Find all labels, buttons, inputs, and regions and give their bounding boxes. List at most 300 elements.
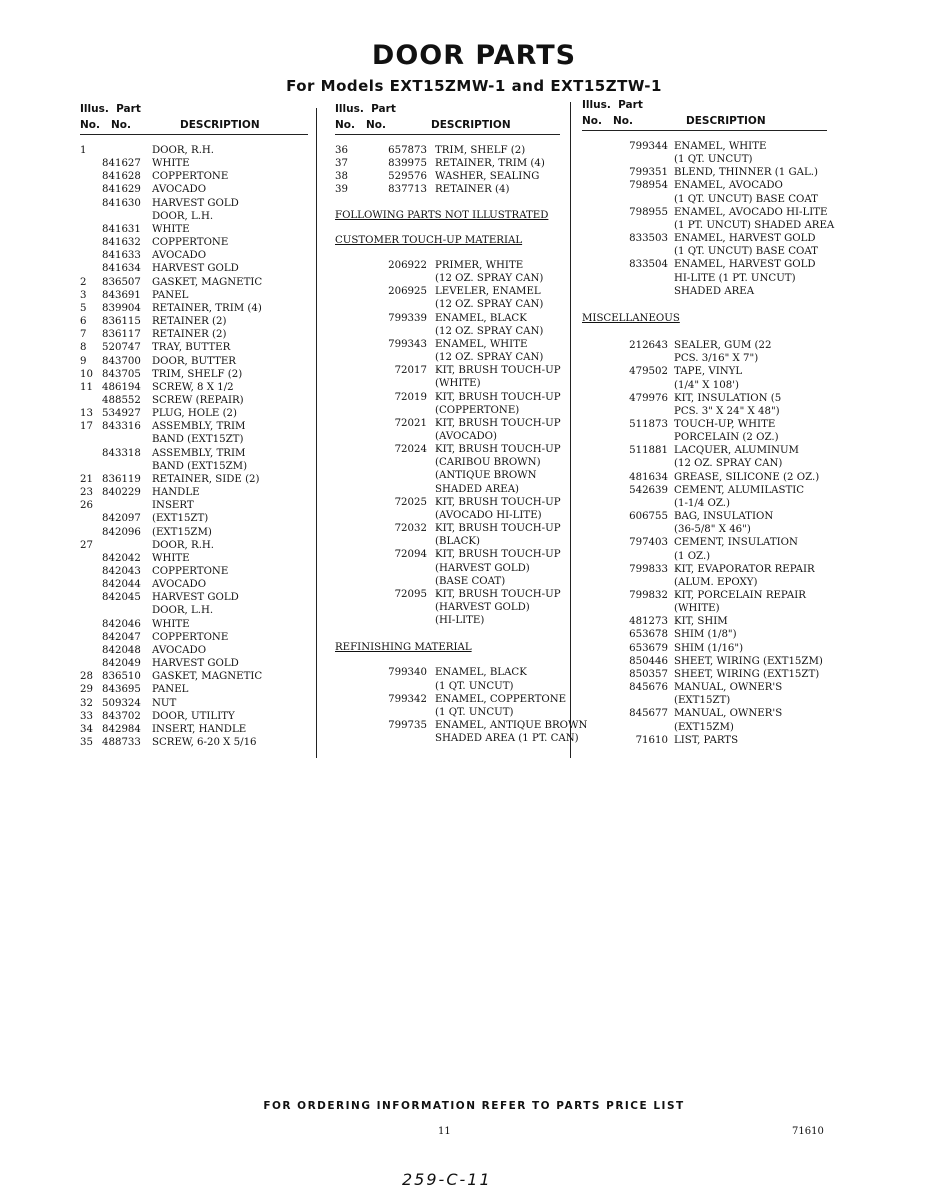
part-description: ENAMEL, ANTIQUE BROWN [435, 720, 588, 732]
column-divider-2 [570, 102, 571, 758]
illus-number [582, 272, 604, 285]
part-description: HARVEST GOLD [152, 197, 239, 209]
part-number [604, 497, 674, 510]
page-number: 11 [438, 1126, 451, 1137]
part-number [604, 523, 674, 536]
part-description: KIT, BRUSH TOUCH-UP [435, 391, 561, 403]
table-row [80, 683, 308, 696]
part-number [604, 457, 674, 470]
part-description: SHIM (1/8") [674, 629, 737, 641]
part-number: 798955 [629, 206, 668, 218]
part-number: 841633 [102, 250, 141, 262]
part-number: 206925 [388, 286, 427, 298]
part-description: WHITE [152, 223, 190, 235]
table-row [80, 618, 308, 631]
part-number: 842042 [102, 552, 141, 564]
table-row [582, 576, 827, 589]
table-row [582, 602, 827, 615]
part-number [363, 298, 435, 311]
illus-number [80, 197, 102, 210]
part-description: ENAMEL, AVOCADO HI-LITE [674, 206, 828, 218]
illus-number [335, 285, 363, 298]
part-number: 72032 [394, 523, 427, 535]
illus-number [80, 657, 102, 670]
part-number: 841634 [102, 263, 141, 275]
header-rule [582, 130, 827, 131]
part-description: (1 QT. UNCUT) BASE COAT [674, 246, 818, 258]
part-description: DOOR, R.H. [152, 145, 215, 156]
part-number: 850357 [629, 668, 668, 680]
part-description: (BLACK) [435, 536, 480, 548]
illus-number [582, 379, 604, 392]
header-description: DESCRIPTION [180, 119, 260, 131]
part-description: NUT [152, 697, 177, 709]
table-row [80, 262, 308, 275]
table-row [335, 680, 560, 693]
part-number: 653679 [629, 642, 668, 654]
illus-number: 27 [80, 539, 93, 551]
ordering-info-footer: FOR ORDERING INFORMATION REFER TO PARTS PRICE LIST [263, 1100, 685, 1112]
part-description: SHADED AREA) [435, 483, 520, 495]
header-description: DESCRIPTION [686, 115, 766, 127]
part-description: DOOR, UTILITY [152, 710, 235, 722]
part-number: 842984 [102, 723, 141, 735]
table-row [582, 628, 827, 641]
part-description: LACQUER, ALUMINUM [674, 445, 799, 457]
part-number: 843700 [102, 355, 141, 367]
illus-number [80, 526, 102, 539]
part-number: 833504 [629, 259, 668, 271]
illus-number: 34 [80, 723, 93, 735]
table-row [582, 272, 827, 285]
section-touchup: CUSTOMER TOUCH-UP MATERIAL [335, 234, 523, 246]
part-description: (1 OZ.) [674, 550, 711, 562]
part-number [102, 460, 152, 473]
part-number [363, 404, 435, 417]
table-row [335, 364, 560, 377]
illus-number [80, 578, 102, 591]
part-number: 799735 [388, 720, 427, 732]
illus-number: 38 [335, 171, 348, 183]
illus-number [582, 405, 604, 418]
part-description: (HI-LITE) [435, 615, 485, 627]
illus-number [80, 157, 102, 170]
table-row [582, 219, 835, 232]
table-row [335, 338, 560, 351]
part-description: ASSEMBLY, TRIM [152, 421, 246, 433]
part-number: 520747 [102, 342, 141, 354]
illus-number: 39 [335, 184, 348, 196]
part-number [604, 550, 674, 563]
part-description: PANEL [152, 684, 189, 696]
part-number: 529576 [388, 171, 427, 183]
table-row [335, 666, 560, 679]
illus-number [582, 642, 604, 655]
illus-number [582, 655, 604, 668]
part-description: KIT, BRUSH TOUCH-UP [435, 444, 561, 456]
illus-number [582, 166, 604, 179]
part-number: 72019 [394, 391, 427, 403]
part-number [363, 575, 435, 588]
table-row [582, 193, 827, 206]
part-description: INSERT [152, 500, 194, 512]
illus-number [80, 249, 102, 262]
illus-number [80, 565, 102, 578]
part-number: 799351 [629, 167, 668, 179]
table-row [582, 431, 827, 444]
illus-number [335, 391, 363, 404]
part-number [604, 405, 674, 418]
table-row [582, 140, 827, 153]
part-number [102, 499, 152, 512]
table-row [335, 183, 560, 196]
table-row [335, 404, 560, 417]
table-row [80, 183, 308, 196]
part-number: 72017 [394, 365, 427, 377]
part-description: CEMENT, ALUMILASTIC [674, 484, 805, 496]
table-row [335, 562, 560, 575]
table-row [582, 245, 827, 258]
illus-number [582, 602, 604, 615]
table-row [80, 394, 308, 407]
part-description: AVOCADO [152, 184, 207, 196]
part-description: BAG, INSULATION [674, 511, 774, 523]
table-row [582, 655, 827, 668]
table-row [582, 365, 827, 378]
table-row [582, 721, 827, 734]
part-number: 511873 [629, 418, 668, 430]
part-number: 71610 [635, 734, 668, 746]
part-description: INSERT, HANDLE [152, 723, 247, 735]
part-number [102, 210, 152, 223]
part-number: 843318 [102, 447, 141, 459]
part-description: KIT, BRUSH TOUCH-UP [435, 365, 561, 377]
part-description: KIT, BRUSH TOUCH-UP [435, 496, 561, 508]
table-row [335, 706, 560, 719]
part-description: WASHER, SEALING [435, 171, 540, 183]
illus-number [80, 460, 102, 473]
part-number [363, 680, 435, 693]
part-description: RETAINER (2) [152, 316, 227, 328]
table-row [335, 575, 560, 588]
illus-number [335, 351, 363, 364]
part-description: PANEL [152, 289, 189, 301]
part-description: (BASE COAT) [435, 575, 506, 587]
table-row [582, 258, 827, 271]
table-row [80, 644, 308, 657]
part-number: 509324 [102, 697, 141, 709]
illus-number: 21 [80, 473, 93, 485]
part-description: ENAMEL, BLACK [435, 312, 527, 324]
part-description: (EXT15ZM) [674, 721, 734, 733]
illus-number [582, 258, 604, 271]
illus-number [335, 443, 363, 456]
illus-number [80, 394, 102, 407]
part-description: GASKET, MAGNETIC [152, 671, 263, 683]
part-number [604, 431, 674, 444]
part-description: TOUCH-UP, WHITE [674, 418, 776, 430]
header-description: DESCRIPTION [431, 119, 511, 131]
table-row [335, 170, 560, 183]
table-row [582, 681, 827, 694]
illus-number: 1 [80, 145, 87, 156]
illus-number [582, 576, 604, 589]
part-description: GASKET, MAGNETIC [152, 276, 263, 288]
table-row [80, 197, 308, 210]
part-number: 841627 [102, 158, 141, 170]
illus-number [582, 694, 604, 707]
part-description: SHEET, WIRING (EXT15ZT) [674, 668, 820, 680]
table-row [582, 615, 827, 628]
table-row [335, 509, 560, 522]
illus-number [335, 338, 363, 351]
part-number: 833503 [629, 233, 668, 245]
illus-number [335, 430, 363, 443]
column-header [80, 100, 308, 136]
table-row [335, 601, 560, 614]
table-row [335, 614, 560, 627]
table-row [80, 723, 308, 736]
part-description: AVOCADO [152, 579, 207, 591]
part-description: (1/4" X 108') [674, 379, 740, 391]
part-number [363, 351, 435, 364]
part-description: DOOR, L.H. [152, 605, 214, 617]
illus-number [335, 509, 363, 522]
part-description: MANUAL, OWNER'S [674, 708, 783, 720]
part-description: (1 QT. UNCUT) [674, 154, 753, 166]
table-row [80, 276, 308, 289]
illus-number: 11 [80, 381, 93, 393]
section-not-illustrated: FOLLOWING PARTS NOT ILLUSTRATED [335, 209, 549, 221]
part-description: HARVEST GOLD [152, 592, 239, 604]
table-row [80, 697, 308, 710]
illus-number: 37 [335, 158, 348, 170]
part-description: DOOR, L.H. [152, 210, 214, 222]
section-refinishing: REFINISHING MATERIAL [335, 642, 472, 654]
table-row [582, 523, 827, 536]
table-row [582, 352, 827, 365]
table-row [335, 469, 560, 482]
illus-number [335, 575, 363, 588]
part-number: 479502 [629, 366, 668, 378]
part-number: 72094 [394, 549, 427, 561]
part-description: DOOR, R.H. [152, 539, 215, 551]
part-number [604, 379, 674, 392]
part-description: (COPPERTONE) [435, 404, 520, 416]
part-description: PLUG, HOLE (2) [152, 408, 238, 420]
part-number [604, 352, 674, 365]
part-number: 72021 [394, 417, 427, 429]
table-row [80, 236, 308, 249]
part-description: WHITE [152, 158, 190, 170]
part-description: COPPERTONE [152, 171, 229, 183]
table-row [80, 657, 308, 670]
table-row [80, 249, 308, 262]
part-description: KIT, BRUSH TOUCH-UP [435, 549, 561, 561]
part-description: KIT, SHIM [674, 616, 728, 628]
table-row [80, 565, 308, 578]
table-row [335, 522, 560, 535]
parts-list [335, 144, 588, 745]
illus-number [80, 183, 102, 196]
part-number: 481273 [629, 616, 668, 628]
illus-number [582, 497, 604, 510]
illus-number [582, 484, 604, 497]
table-row [80, 670, 308, 683]
illus-number [80, 262, 102, 275]
illus-number [582, 523, 604, 536]
part-number: 845676 [629, 682, 668, 694]
part-number: 836117 [102, 329, 141, 341]
part-description: WHITE [152, 552, 190, 564]
illus-number [335, 522, 363, 535]
table-row [582, 497, 827, 510]
illus-number [582, 536, 604, 549]
part-description: SCREW, 6-20 X 5/16 [152, 737, 257, 749]
parts-list [80, 144, 308, 749]
table-row [582, 285, 827, 298]
illus-number [582, 365, 604, 378]
part-number: 657873 [388, 145, 427, 156]
part-description: (WHITE) [435, 378, 481, 390]
header-rule [80, 134, 308, 135]
part-description: AVOCADO [152, 644, 207, 656]
part-number: 799339 [388, 312, 427, 324]
illus-number [582, 628, 604, 641]
part-number: 842044 [102, 579, 141, 591]
part-number [363, 601, 435, 614]
part-description: LEVELER, ENAMEL [435, 286, 541, 298]
part-description: SHIM (1/16") [674, 642, 744, 654]
table-row [80, 368, 308, 381]
page-subtitle: For Models EXT15ZMW-1 and EXT15ZTW-1 [286, 77, 662, 95]
part-number [604, 193, 674, 206]
illus-number: 33 [80, 710, 93, 722]
part-number [363, 456, 435, 469]
illus-number [582, 457, 604, 470]
document-number: 71610 [792, 1126, 824, 1137]
part-description: RETAINER, TRIM (4) [435, 158, 545, 170]
illus-number [335, 535, 363, 548]
part-number: 843695 [102, 684, 141, 696]
part-number: 839904 [102, 302, 141, 314]
illus-number [582, 179, 604, 192]
part-description: PCS. 3" X 24" X 48") [674, 405, 780, 417]
illus-number [582, 245, 604, 258]
illus-number: 9 [80, 355, 87, 367]
part-description: PCS. 3/16" X 7") [674, 353, 759, 365]
table-row [335, 693, 567, 706]
table-row [80, 341, 308, 354]
part-description: (12 OZ. SPRAY CAN) [674, 458, 783, 470]
part-description: KIT, INSULATION (5 [674, 392, 782, 404]
part-description: (36-5/8" X 46") [674, 524, 751, 536]
illus-number [582, 707, 604, 720]
part-description: (WHITE) [674, 603, 720, 615]
illus-number [80, 604, 102, 617]
part-description: HARVEST GOLD [152, 263, 239, 275]
part-description: KIT, BRUSH TOUCH-UP [435, 588, 561, 600]
illus-number: 5 [80, 302, 87, 314]
table-row [80, 526, 308, 539]
part-number: 842046 [102, 618, 141, 630]
part-number: 488733 [102, 737, 141, 749]
illus-number [80, 552, 102, 565]
part-description: BAND (EXT15ZT) [152, 434, 244, 446]
part-description: (1 QT. UNCUT) [435, 680, 514, 692]
illus-number [582, 392, 604, 405]
part-description: (12 OZ. SPRAY CAN) [435, 299, 544, 311]
part-description: (ANTIQUE BROWN [435, 470, 537, 482]
part-description: (1-1/4 OZ.) [674, 497, 730, 509]
parts-column-3 [582, 96, 835, 747]
illus-number: 17 [80, 421, 93, 433]
part-number: 841630 [102, 197, 141, 209]
illus-number [80, 236, 102, 249]
table-row [80, 157, 308, 170]
part-number: 481634 [629, 471, 668, 483]
part-description: SHADED AREA [674, 285, 755, 297]
table-row [582, 484, 827, 497]
part-description: HI-LITE (1 PT. UNCUT) [674, 272, 796, 284]
part-description: (AVOCADO) [435, 430, 497, 442]
handwritten-note: 259-C-11 [402, 1170, 492, 1189]
part-number: 836115 [102, 316, 141, 328]
table-row [335, 259, 560, 272]
table-row [335, 144, 560, 157]
part-number: 841628 [102, 171, 141, 183]
part-number [102, 604, 152, 617]
table-row [335, 285, 560, 298]
part-number: 842049 [102, 658, 141, 670]
part-number [604, 285, 674, 298]
part-number [604, 694, 674, 707]
table-row [582, 510, 827, 523]
part-description: (HARVEST GOLD) [435, 562, 530, 574]
table-row [582, 550, 827, 563]
part-number: 840229 [102, 487, 141, 499]
illus-number [582, 615, 604, 628]
part-description: MANUAL, OWNER'S [674, 682, 783, 694]
table-row [80, 328, 308, 341]
part-description: (ALUM. EPOXY) [674, 576, 758, 588]
table-row [80, 144, 308, 157]
illus-number: 10 [80, 368, 93, 380]
illus-number: 28 [80, 671, 93, 683]
illus-number [335, 562, 363, 575]
illus-number [582, 589, 604, 602]
illus-number: 3 [80, 289, 87, 301]
part-description: PORCELAIN (2 OZ.) [674, 432, 779, 444]
part-description: SEALER, GUM (22 [674, 340, 772, 352]
table-row [80, 433, 308, 446]
part-description: RETAINER, SIDE (2) [152, 473, 260, 485]
illus-number: 29 [80, 684, 93, 696]
part-description: RETAINER, TRIM (4) [152, 302, 262, 314]
part-description: COPPERTONE [152, 566, 229, 577]
part-number: 488552 [102, 394, 141, 406]
table-row [335, 325, 560, 338]
part-number: 843702 [102, 710, 141, 722]
part-description: ENAMEL, HARVEST GOLD [674, 259, 816, 271]
part-description: RETAINER (4) [435, 184, 510, 196]
part-number: 842047 [102, 631, 141, 643]
part-number [363, 509, 435, 522]
illus-number: 32 [80, 697, 93, 709]
illus-number [582, 232, 604, 245]
part-number: 842045 [102, 592, 141, 604]
part-description: (EXT15ZM) [152, 526, 212, 538]
